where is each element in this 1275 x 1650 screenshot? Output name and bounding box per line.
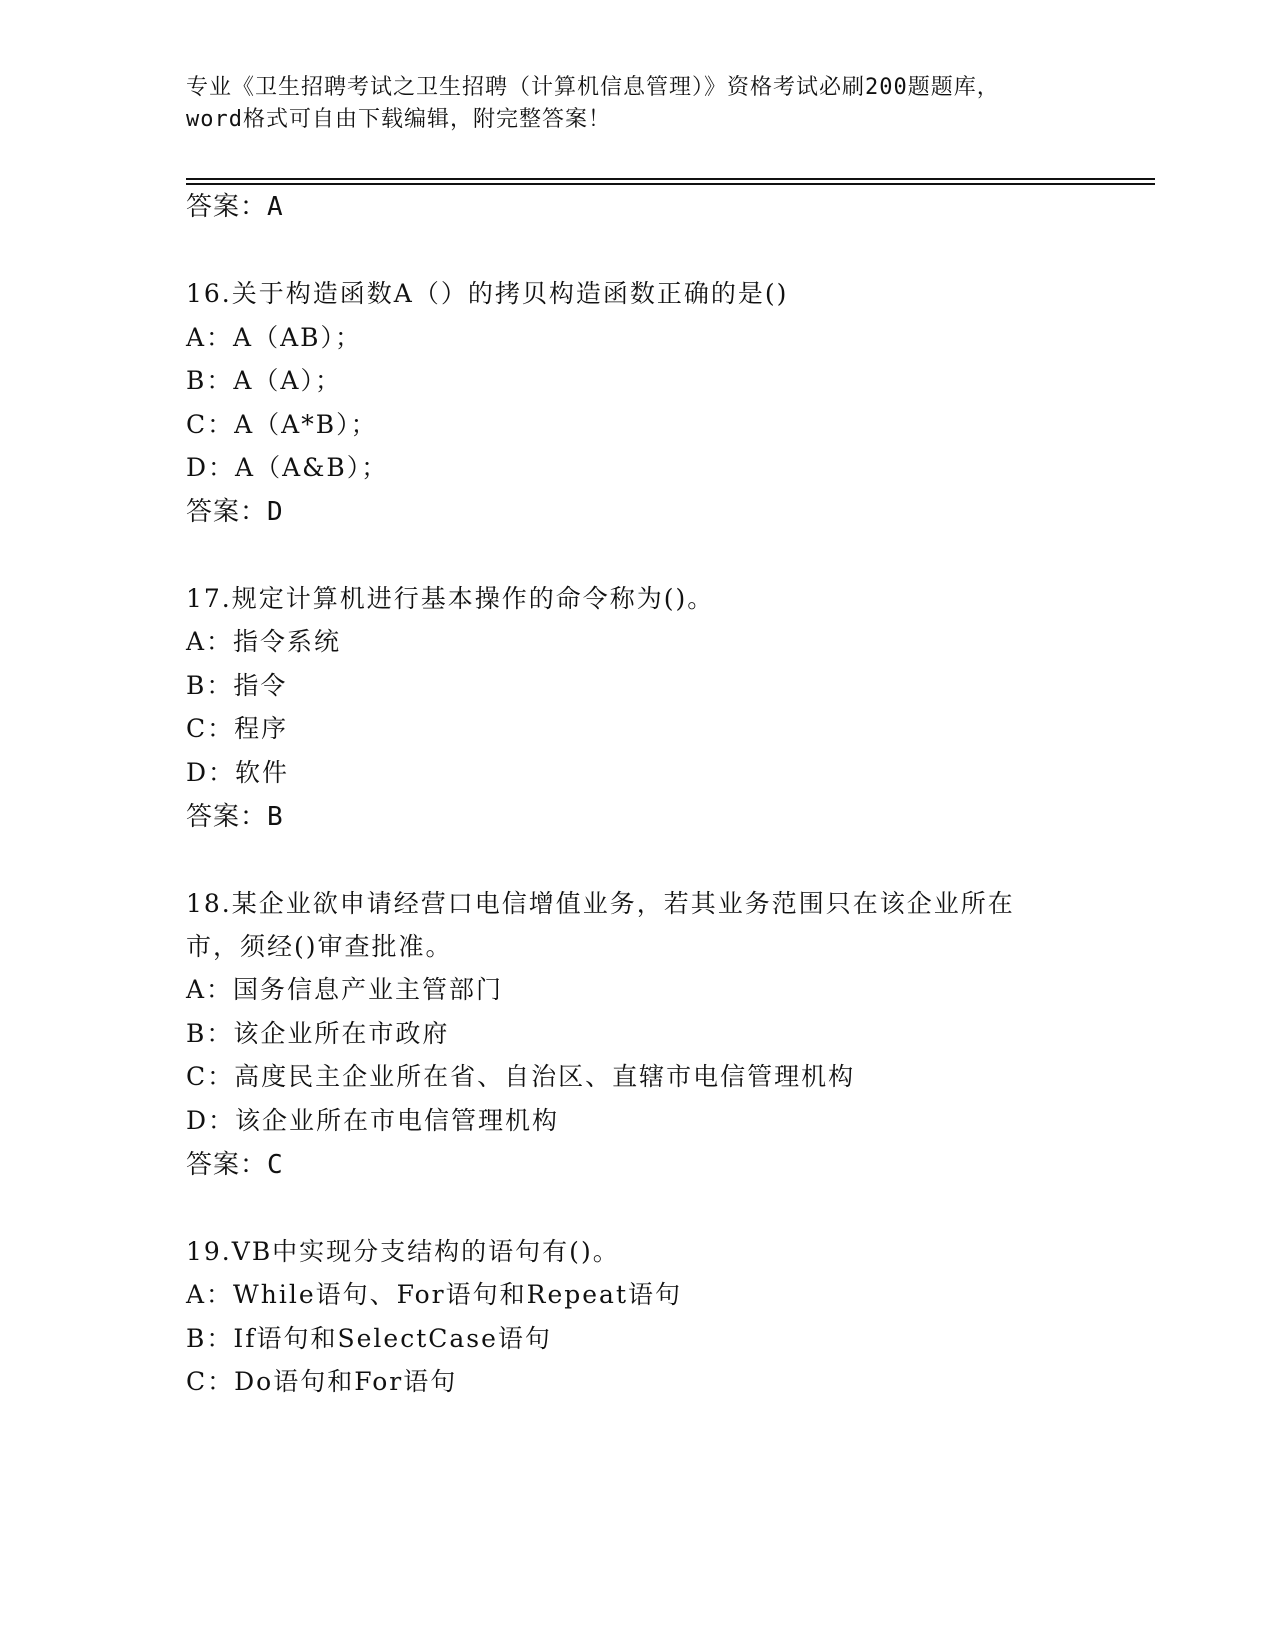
question-18-option-b: B：该企业所在市政府 xyxy=(186,1019,450,1048)
question-17-option-b: B：指令 xyxy=(186,671,288,700)
answer-label: 答案： xyxy=(186,497,268,527)
answer-label: 答案： xyxy=(186,1150,268,1180)
question-18-option-c: C：高度民主企业所在省、自治区、直辖市电信管理机构 xyxy=(186,1062,856,1091)
answer-line-prev xyxy=(186,186,284,223)
answer-value: B xyxy=(267,802,284,832)
answer-label: 答案： xyxy=(186,802,268,832)
question-17-option-d: D：软件 xyxy=(186,758,290,787)
question-18-stem-line-2: 市，须经()审查批准。 xyxy=(186,932,453,961)
question-16-option-c: C：A（A*B）； xyxy=(186,410,378,439)
question-16-option-b: B：A（A）； xyxy=(186,366,342,395)
question-16-answer xyxy=(186,491,284,528)
answer-value: C xyxy=(267,1150,284,1180)
question-18-option-d: D：该企业所在市电信管理机构 xyxy=(186,1106,560,1135)
question-18-answer xyxy=(186,1144,284,1181)
document-header xyxy=(186,72,1106,136)
answer-value: D xyxy=(267,497,284,527)
question-17-option-a: A：指令系统 xyxy=(186,627,342,656)
header-divider-bottom xyxy=(186,183,1155,185)
question-19-stem: 19.VB中实现分支结构的语句有()。 xyxy=(186,1237,620,1266)
question-19-option-b: B：If语句和SelectCase语句 xyxy=(186,1324,552,1353)
answer-label: 答案： xyxy=(186,192,268,222)
header-divider-top xyxy=(186,178,1155,180)
question-18-stem-line-1: 18.某企业欲申请经营口电信增值业务，若其业务范围只在该企业所在 xyxy=(186,889,1015,918)
header-line-1: 专业《卫生招聘考试之卫生招聘（计算机信息管理）》资格考试必刷200题题库， xyxy=(186,75,1000,100)
question-17-option-c: C：程序 xyxy=(186,714,289,743)
answer-value: A xyxy=(267,192,284,222)
header-line-2: word格式可自由下载编辑，附完整答案！ xyxy=(186,107,611,132)
question-17-stem: 17.规定计算机进行基本操作的命令称为()。 xyxy=(186,584,715,613)
question-18-option-a: A：国务信息产业主管部门 xyxy=(186,975,504,1004)
question-19-option-a: A：While语句、For语句和Repeat语句 xyxy=(186,1280,682,1309)
question-16-option-d: D：A（A&B）； xyxy=(186,453,389,482)
question-19-option-c: C：Do语句和For语句 xyxy=(186,1367,458,1396)
question-16-stem: 16.关于构造函数A（）的拷贝构造函数正确的是() xyxy=(186,279,789,308)
question-16-option-a: A：A（AB）； xyxy=(186,323,363,352)
question-17-answer xyxy=(186,796,284,833)
